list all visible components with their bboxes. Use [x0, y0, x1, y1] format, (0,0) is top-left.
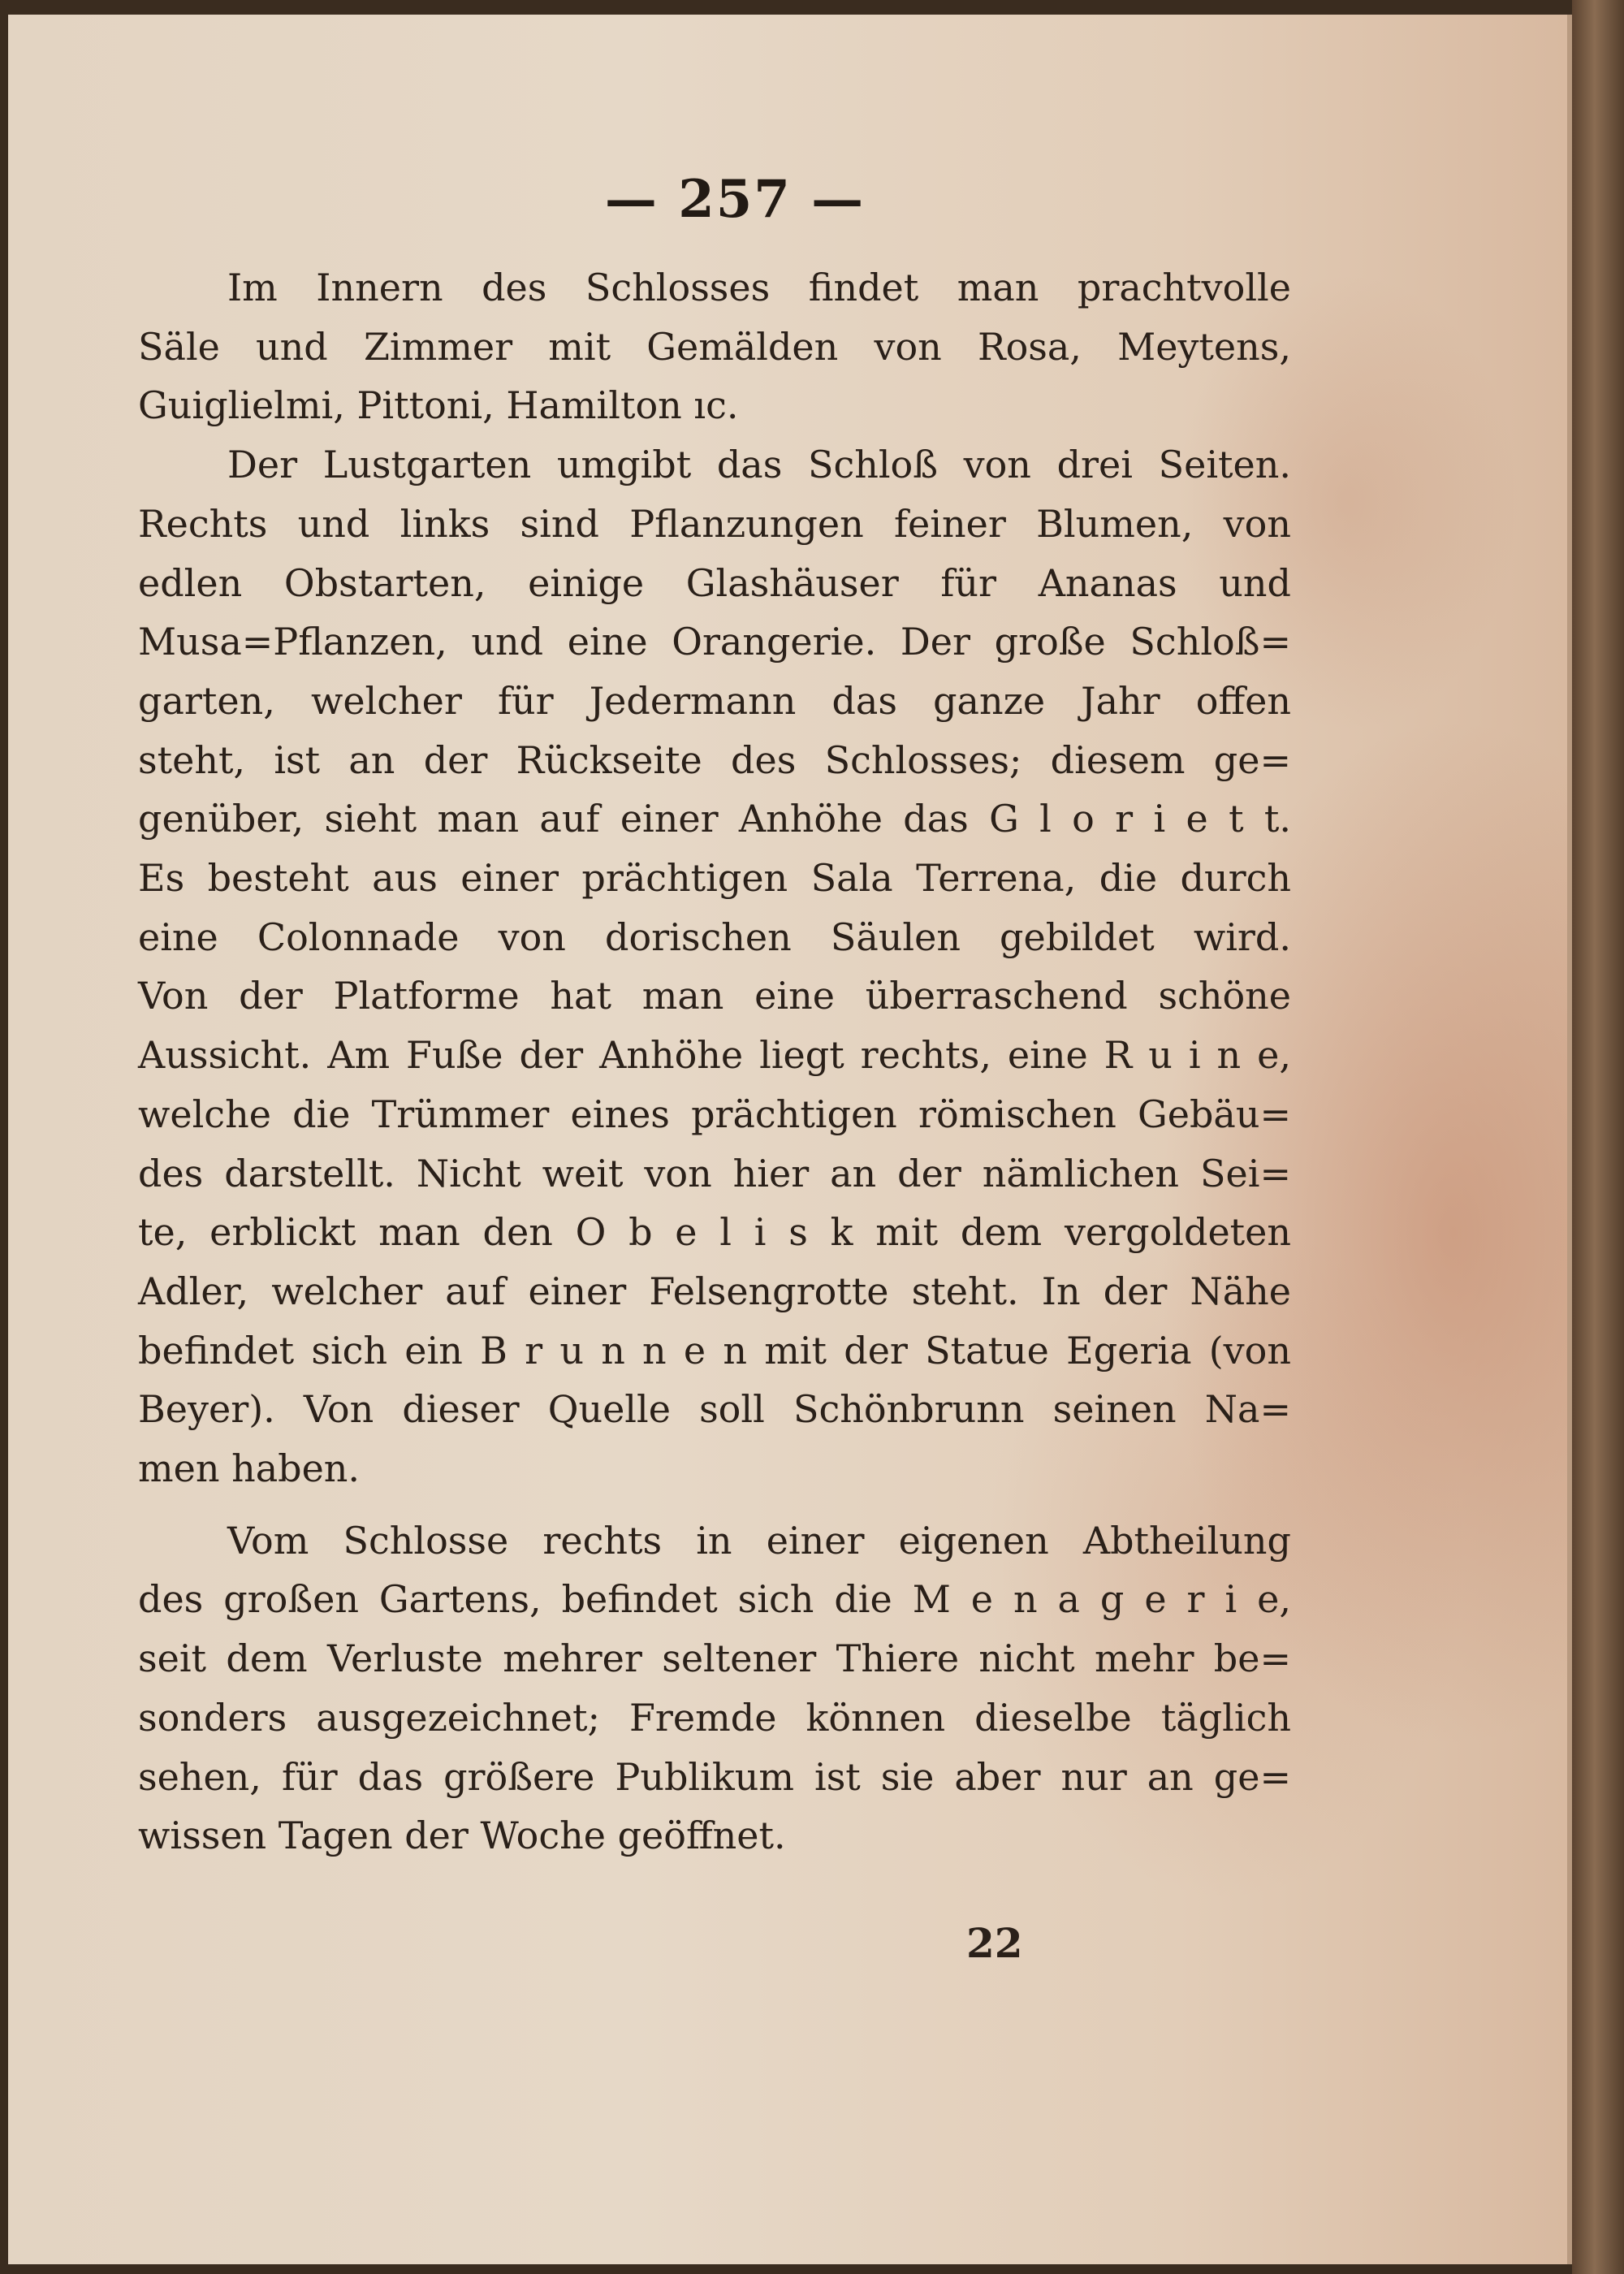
paragraph-2: [138, 435, 1291, 1498]
text-line: steht, ist an der Rückseite des Schlosses; diesem ge=: [138, 737, 1291, 782]
text-line: Im Innern des Schlosses findet man prachtvolle: [227, 266, 1291, 309]
page-number-header: — 257 —: [604, 169, 866, 230]
text-line: sonders ausgezeichnet; Fremde können dieselbe täglich: [138, 1695, 1291, 1740]
book-page: [8, 15, 1572, 2264]
body-text: [138, 258, 1291, 1865]
text-line: wissen Tagen der Woche geöffnet.: [138, 1814, 786, 1858]
paragraph-1: [138, 258, 1291, 435]
text-line: Beyer). Von dieser Quelle soll Schönbrunn seinen Na=: [138, 1387, 1291, 1432]
text-line: des darstellt. Nicht weit von hier an der nämlichen Sei=: [138, 1151, 1291, 1195]
text-line: te, erblickt man den O b e l i s k mit dem vergoldeten: [138, 1210, 1291, 1255]
text-line: Vom Schlosse rechts in einer eigenen Abtheilung: [227, 1518, 1291, 1563]
text-line: welche die Trümmer eines prächtigen römischen Gebäu=: [138, 1092, 1291, 1136]
paragraph-gap: [138, 1498, 1291, 1511]
text-line: sehen, für das größere Publikum ist sie aber nur an ge=: [138, 1754, 1291, 1799]
text-line: Von der Platforme hat man eine überraschend schöne: [138, 974, 1291, 1018]
paragraph-3: [138, 1511, 1291, 1865]
text-line: Es besteht aus einer prächtigen Sala Terrena, die durch: [138, 856, 1291, 901]
text-line: Aussicht. Am Fuße der Anhöhe liegt rechts, eine R u i n e,: [138, 1033, 1291, 1078]
text-line: Adler, welcher auf einer Felsengrotte steht. In der Nähe: [138, 1269, 1291, 1313]
text-line: Säle und Zimmer mit Gemälden von Rosa, Meytens,: [138, 324, 1291, 369]
signature-mark: 22: [966, 1919, 1023, 1967]
book-edge: [1572, 0, 1624, 2274]
text-line: befindet sich ein B r u n n e n mit der Statue Egeria (von: [138, 1328, 1291, 1373]
text-line: Rechts und links sind Pflanzungen feiner Blumen, von: [138, 501, 1291, 546]
text-line: seit dem Verluste mehrer seltener Thiere nicht mehr be=: [138, 1636, 1291, 1681]
text-line: Guiglielmi, Pittoni, Hamilton ıc.: [138, 383, 739, 428]
text-line: des großen Gartens, befindet sich die M e n a g e r i e,: [138, 1577, 1291, 1622]
text-line: edlen Obstarten, einige Glashäuser für Ananas und: [138, 560, 1291, 605]
text-line: genüber, sieht man auf einer Anhöhe das G l o r i e t t.: [138, 797, 1291, 841]
text-line: Der Lustgarten umgibt das Schloß von drei Seiten.: [227, 443, 1291, 487]
text-line: eine Colonnade von dorischen Säulen gebildet wird.: [138, 914, 1291, 959]
text-line: garten, welcher für Jedermann das ganze Jahr offen: [138, 678, 1291, 723]
text-line: men haben.: [138, 1446, 361, 1491]
text-line: Musa=Pflanzen, und eine Orangerie. Der große Schloß=: [138, 620, 1291, 664]
